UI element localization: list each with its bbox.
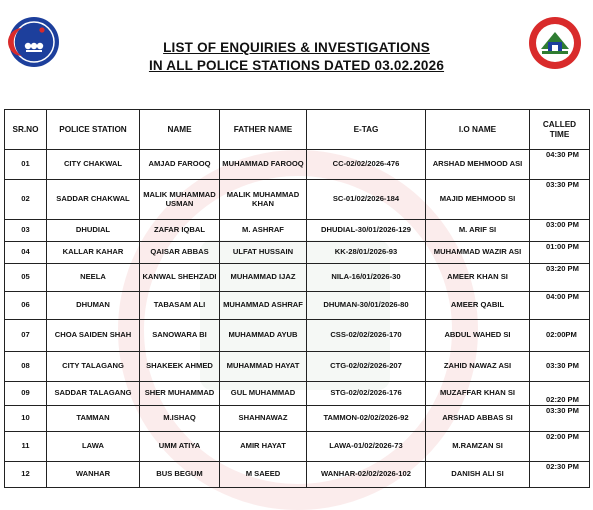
cell-name: BUS BEGUM [140, 462, 220, 488]
cell-io-name: M. ARIF SI [426, 220, 530, 242]
column-header-father-name: FATHER NAME [220, 110, 307, 150]
column-header-io-name: I.O NAME [426, 110, 530, 150]
cell-father-name: GUL MUHAMMAD [220, 382, 307, 406]
cell-name: QAISAR ABBAS [140, 242, 220, 264]
cell-e-tag: KK-28/01/2026-93 [307, 242, 426, 264]
cell-io-name: ABDUL WAHED SI [426, 320, 530, 352]
cell-police-station: KALLAR KAHAR [47, 242, 140, 264]
cell-called-time: 03:00 PM [530, 220, 590, 242]
cell-police-station: LAWA [47, 432, 140, 462]
cell-name: AMJAD FAROOQ [140, 150, 220, 180]
cell-police-station: DHUDIAL [47, 220, 140, 242]
cell-called-time: 02:30 PM [530, 462, 590, 488]
cell-called-time: 04:30 PM [530, 150, 590, 180]
column-header-name: NAME [140, 110, 220, 150]
cell-io-name: MAJID MEHMOOD SI [426, 180, 530, 220]
table-header-row [5, 110, 590, 150]
document-title-line-2: IN ALL POLICE STATIONS DATED 03.02.2026 [148, 58, 445, 73]
cell-name: SHAKEEK AHMED [140, 352, 220, 382]
punjab-police-logo [8, 16, 60, 68]
cell-io-name: DANISH ALI SI [426, 462, 530, 488]
cell-name: ZAFAR IQBAL [140, 220, 220, 242]
cell-sr-no: 07 [5, 320, 47, 352]
cell-name: M.ISHAQ [140, 406, 220, 432]
cell-father-name: MUHAMMAD FAROOQ [220, 150, 307, 180]
district-police-chakwal-logo [528, 16, 582, 70]
table-row [5, 462, 590, 488]
cell-sr-no: 09 [5, 382, 47, 406]
table-row [5, 432, 590, 462]
cell-sr-no: 11 [5, 432, 47, 462]
cell-sr-no: 03 [5, 220, 47, 242]
cell-io-name: MUHAMMAD WAZIR ASI [426, 242, 530, 264]
table-row [5, 382, 590, 406]
cell-sr-no: 02 [5, 180, 47, 220]
cell-father-name: MUHAMMAD HAYAT [220, 352, 307, 382]
cell-called-time: 01:00 PM [530, 242, 590, 264]
cell-name: TABASAM ALI [140, 292, 220, 320]
cell-police-station: SADDAR CHAKWAL [47, 180, 140, 220]
cell-called-time: 03:30 PM [530, 406, 590, 432]
column-header-e-tag: E-TAG [307, 110, 426, 150]
cell-name: KANWAL SHEHZADI [140, 264, 220, 292]
column-header-sr-no: SR.NO [5, 110, 47, 150]
document-title-line-1: LIST OF ENQUIRIES & INVESTIGATIONS [163, 40, 430, 55]
cell-e-tag: TAMMON-02/02/2026-92 [307, 406, 426, 432]
cell-father-name: SHAHNAWAZ [220, 406, 307, 432]
cell-e-tag: LAWA-01/02/2026-73 [307, 432, 426, 462]
cell-name: UMM ATIYA [140, 432, 220, 462]
cell-called-time: 03:20 PM [530, 264, 590, 292]
table-row [5, 150, 590, 180]
cell-sr-no: 05 [5, 264, 47, 292]
table-row [5, 220, 590, 242]
cell-police-station: WANHAR [47, 462, 140, 488]
cell-sr-no: 12 [5, 462, 47, 488]
cell-e-tag: DHUDIAL-30/01/2026-129 [307, 220, 426, 242]
table-row [5, 180, 590, 220]
cell-father-name: M SAEED [220, 462, 307, 488]
cell-police-station: CITY CHAKWAL [47, 150, 140, 180]
column-header-police-station: POLICE STATION [47, 110, 140, 150]
cell-police-station: CITY TALAGANG [47, 352, 140, 382]
cell-father-name: MUHAMMAD AYUB [220, 320, 307, 352]
table-row [5, 320, 590, 352]
cell-called-time: 02:20 PM [530, 382, 590, 406]
cell-sr-no: 04 [5, 242, 47, 264]
cell-police-station: SADDAR TALAGANG [47, 382, 140, 406]
cell-called-time: 03:30 PM [530, 180, 590, 220]
cell-e-tag: NILA-16/01/2026-30 [307, 264, 426, 292]
cell-e-tag: CTG-02/02/2026-207 [307, 352, 426, 382]
table-row [5, 352, 590, 382]
cell-e-tag: CC-02/02/2026-476 [307, 150, 426, 180]
cell-io-name: ARSHAD ABBAS SI [426, 406, 530, 432]
column-header-called-time: CALLED TIME [530, 110, 590, 150]
cell-io-name: MUZAFFAR KHAN SI [426, 382, 530, 406]
cell-called-time: 04:00 PM [530, 292, 590, 320]
cell-police-station: TAMMAN [47, 406, 140, 432]
cell-name: MALIK MUHAMMAD USMAN [140, 180, 220, 220]
cell-io-name: AMEER QABIL [426, 292, 530, 320]
table-row [5, 292, 590, 320]
cell-io-name: M.RAMZAN SI [426, 432, 530, 462]
cell-name: SANOWARA BI [140, 320, 220, 352]
cell-io-name: ZAHID NAWAZ ASI [426, 352, 530, 382]
cell-called-time: 03:30 PM [530, 352, 590, 382]
cell-e-tag: STG-02/02/2026-176 [307, 382, 426, 406]
cell-e-tag: CSS-02/02/2026-170 [307, 320, 426, 352]
cell-sr-no: 08 [5, 352, 47, 382]
cell-e-tag: DHUMAN-30/01/2026-80 [307, 292, 426, 320]
cell-io-name: ARSHAD MEHMOOD ASI [426, 150, 530, 180]
enquiries-table [4, 109, 590, 488]
cell-father-name: ULFAT HUSSAIN [220, 242, 307, 264]
cell-e-tag: SC-01/02/2026-184 [307, 180, 426, 220]
cell-called-time: 02:00 PM [530, 432, 590, 462]
cell-police-station: CHOA SAIDEN SHAH [47, 320, 140, 352]
cell-e-tag: WANHAR-02/02/2026-102 [307, 462, 426, 488]
cell-father-name: AMIR HAYAT [220, 432, 307, 462]
cell-father-name: MALIK MUHAMMAD KHAN [220, 180, 307, 220]
cell-io-name: AMEER KHAN SI [426, 264, 530, 292]
cell-sr-no: 10 [5, 406, 47, 432]
cell-father-name: MUHAMMAD IJAZ [220, 264, 307, 292]
cell-father-name: MUHAMMAD ASHRAF [220, 292, 307, 320]
cell-father-name: M. ASHRAF [220, 220, 307, 242]
cell-sr-no: 01 [5, 150, 47, 180]
table-row [5, 242, 590, 264]
cell-name: SHER MUHAMMAD [140, 382, 220, 406]
cell-police-station: DHUMAN [47, 292, 140, 320]
table-row [5, 264, 590, 292]
cell-sr-no: 06 [5, 292, 47, 320]
table-row [5, 406, 590, 432]
cell-police-station: NEELA [47, 264, 140, 292]
cell-called-time: 02:00PM [530, 320, 590, 352]
